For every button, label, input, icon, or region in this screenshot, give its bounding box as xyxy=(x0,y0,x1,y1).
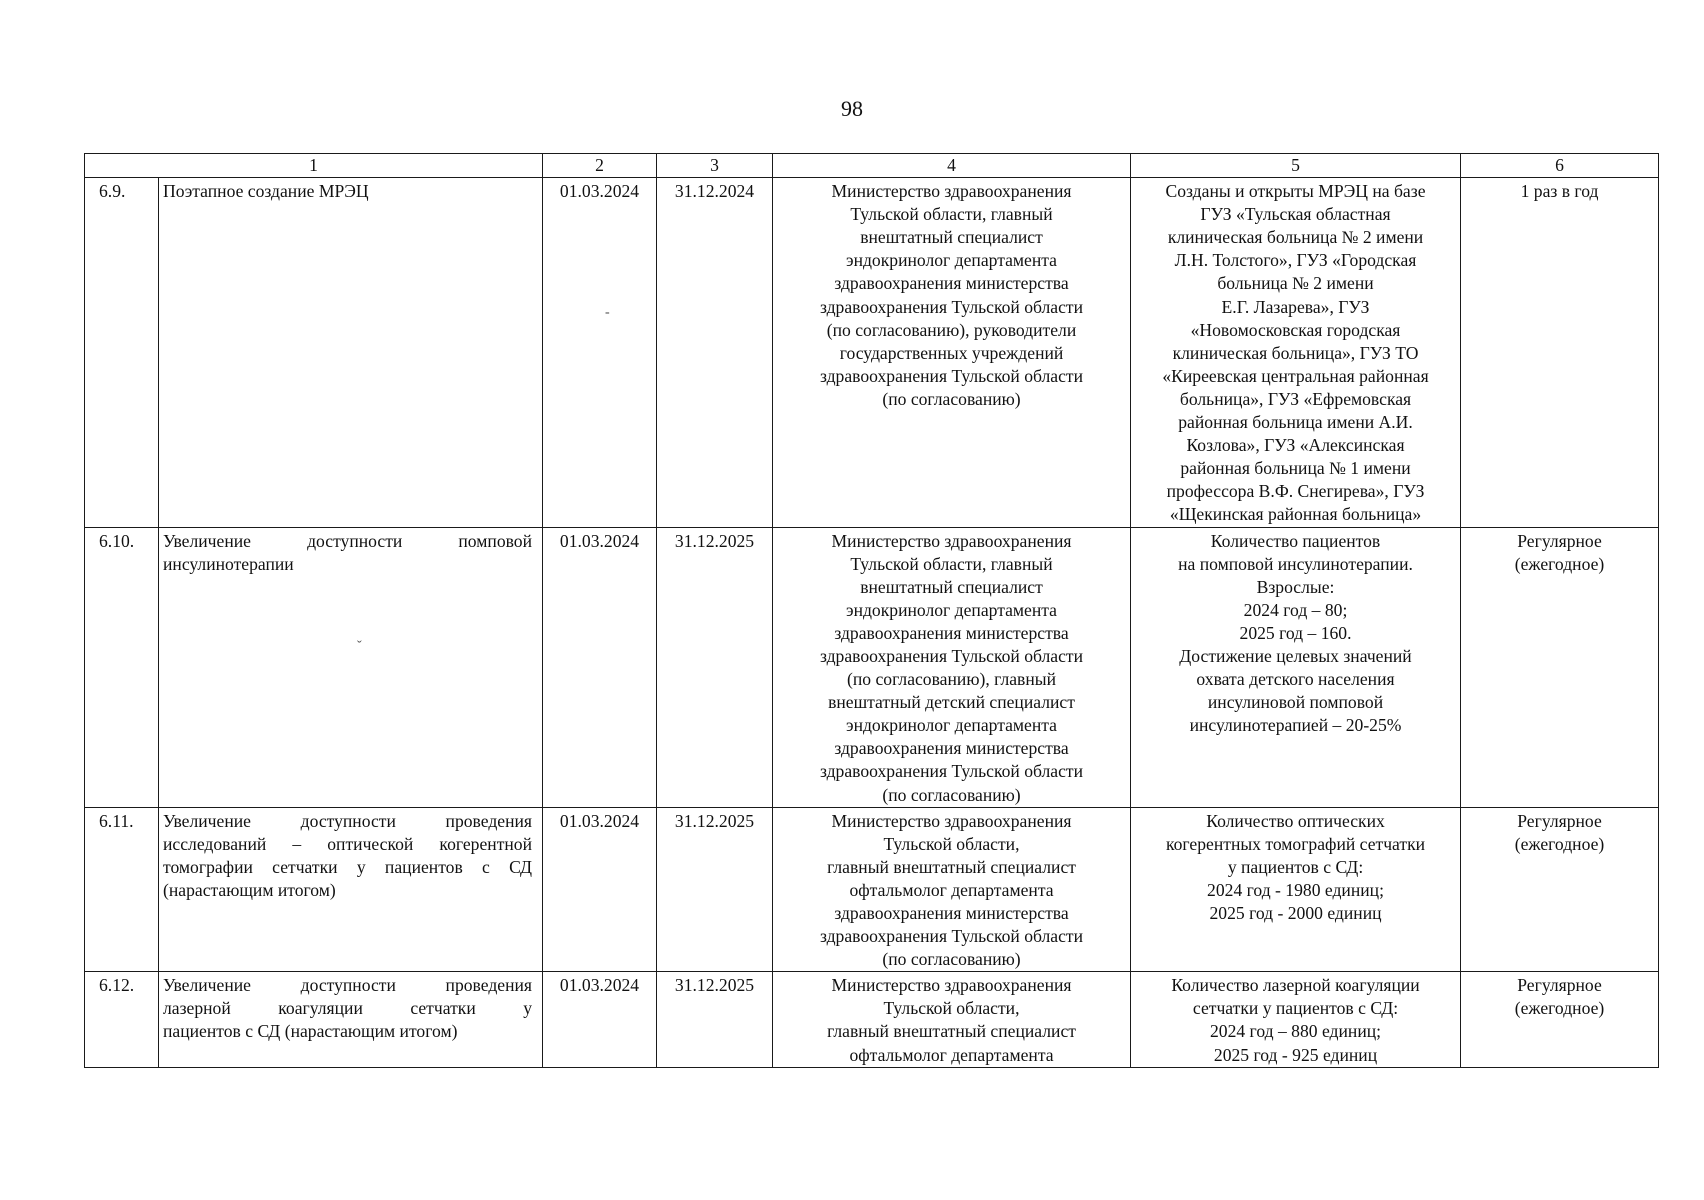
text-line: Министерство здравоохранения xyxy=(831,975,1072,996)
table-row xyxy=(85,972,1659,1067)
text-line: томографии сетчатки у пациентов с СД xyxy=(163,856,533,877)
frequency-cell xyxy=(1461,178,1659,527)
end-date: 31.12.2025 xyxy=(657,527,773,807)
text-line: профессора В.Ф. Снегирева», ГУЗ xyxy=(1166,481,1425,502)
text-line: ГУЗ «Тульская областная xyxy=(1200,204,1391,225)
text-line: Количество пациентов xyxy=(1210,530,1381,551)
result-cell xyxy=(1131,972,1461,1067)
text-line: Регулярное xyxy=(1517,975,1602,996)
text-line: 2025 год - 2000 единиц xyxy=(1209,903,1382,923)
result-cell xyxy=(1131,178,1461,527)
text-line: (по согласованию) xyxy=(882,949,1021,970)
column-header-3: 3 xyxy=(657,154,773,178)
text-line: Козлова», ГУЗ «Алексинская xyxy=(1186,435,1405,456)
text-line: районная больница № 1 имени xyxy=(1180,458,1411,479)
text-line: Взрослые: xyxy=(1256,576,1335,597)
result-cell xyxy=(1131,807,1461,972)
responsible-cell xyxy=(773,527,1131,807)
text-line: 2024 год – 80; xyxy=(1243,599,1348,620)
text-line: эндокринолог департамента xyxy=(846,715,1057,736)
text-line: Тульской области, xyxy=(883,998,1020,1019)
table-header-row xyxy=(85,154,1659,178)
start-date: 01.03.2024 xyxy=(543,972,657,1067)
item-number: 6.10. xyxy=(85,527,159,807)
text-line: офтальмолог департамента xyxy=(849,1044,1054,1065)
text-line: исследований – оптической когерентной xyxy=(163,833,533,854)
end-date: 31.12.2025 xyxy=(657,807,773,972)
text-line: главный внештатный специалист xyxy=(827,1021,1076,1042)
text-line: 1 раз в год xyxy=(1520,181,1599,202)
text-line: (по согласованию) xyxy=(882,784,1021,805)
text-line: когерентных томографий сетчатки xyxy=(1165,833,1426,854)
start-date: 01.03.2024 xyxy=(543,527,657,807)
text-line: здравоохранения министерства xyxy=(834,622,1069,643)
frequency-cell xyxy=(1461,807,1659,972)
text-line: охвата детского населения xyxy=(1196,669,1395,690)
text-line: Л.Н. Толстого», ГУЗ «Городская xyxy=(1174,250,1417,271)
table-row xyxy=(85,527,1659,807)
text-line: (по согласованию) xyxy=(882,388,1021,409)
item-number: 6.9. xyxy=(85,178,159,527)
responsible-cell xyxy=(773,178,1131,527)
start-date: 01.03.2024 xyxy=(543,178,657,527)
text-line: Регулярное xyxy=(1517,810,1602,831)
text-line: внештатный специалист xyxy=(860,227,1043,248)
result-cell xyxy=(1131,527,1461,807)
text-line: офтальмолог департамента xyxy=(849,879,1054,900)
text-line: «Киреевская центральная районная xyxy=(1162,365,1429,386)
start-date: 01.03.2024 xyxy=(543,807,657,972)
text-line: Созданы и открыты МРЭЦ на базе xyxy=(1165,181,1426,202)
text-line: пациентов с СД (нарастающим итогом) xyxy=(163,1021,458,1042)
end-date: 31.12.2025 xyxy=(657,972,773,1067)
text-line: Регулярное xyxy=(1517,530,1602,551)
text-line: Министерство здравоохранения xyxy=(831,810,1072,831)
text-line: больница № 2 имени xyxy=(1217,273,1374,294)
text-line: Тульской области, xyxy=(883,833,1020,854)
action-plan-table xyxy=(84,153,1659,1068)
text-line: Министерство здравоохранения xyxy=(831,181,1072,202)
text-line: Поэтапное создание МРЭЦ xyxy=(163,181,369,202)
item-number: 6.11. xyxy=(85,807,159,972)
end-date: 31.12.2024 xyxy=(657,178,773,527)
text-line: здравоохранения Тульской области xyxy=(819,926,1084,947)
text-line: (по согласованию), главный xyxy=(847,669,1056,690)
text-line: (ежегодное) xyxy=(1514,998,1605,1019)
text-line: здравоохранения Тульской области xyxy=(819,296,1084,317)
text-line: больница», ГУЗ «Ефремовская xyxy=(1179,388,1412,409)
text-line: главный внештатный специалист xyxy=(827,856,1076,877)
column-header-6: 6 xyxy=(1461,154,1659,178)
text-line: здравоохранения Тульской области xyxy=(819,761,1084,782)
item-number: 6.12. xyxy=(85,972,159,1067)
item-title xyxy=(159,972,543,1067)
text-line: инсулиновой помповой xyxy=(1207,692,1384,713)
table-row xyxy=(85,807,1659,972)
responsible-cell xyxy=(773,972,1131,1067)
text-line: Увеличение доступности проведения xyxy=(163,810,533,831)
column-header-1: 1 xyxy=(85,154,543,178)
text-line: Тульской области, главный xyxy=(850,553,1053,574)
text-line: (нарастающим итогом) xyxy=(163,879,336,900)
responsible-cell xyxy=(773,807,1131,972)
text-line: клиническая больница», ГУЗ ТО xyxy=(1172,342,1419,363)
text-line: Количество лазерной коагуляции xyxy=(1171,975,1420,996)
text-line: Е.Г. Лазарева», ГУЗ xyxy=(1221,296,1370,317)
text-line: инсулинотерапии xyxy=(163,553,294,574)
text-line: внештатный детский специалист xyxy=(828,692,1075,713)
text-line: (ежегодное) xyxy=(1514,833,1605,854)
text-line: (ежегодное) xyxy=(1514,553,1605,574)
column-header-2: 2 xyxy=(543,154,657,178)
text-line: сетчатки у пациентов с СД: xyxy=(1192,998,1399,1019)
frequency-cell xyxy=(1461,972,1659,1067)
text-line: лазерной коагуляции сетчатки у xyxy=(163,998,533,1019)
text-line: Тульской области, главный xyxy=(850,204,1053,225)
text-line: здравоохранения Тульской области xyxy=(819,645,1084,666)
text-line: районная больница имени А.И. xyxy=(1178,412,1413,433)
text-line: здравоохранения министерства xyxy=(834,903,1069,923)
column-header-4: 4 xyxy=(773,154,1131,178)
text-line: 2024 год – 880 единиц; xyxy=(1209,1021,1382,1042)
text-line: Министерство здравоохранения xyxy=(831,530,1072,551)
text-line: (по согласованию), руководители xyxy=(826,319,1077,340)
text-line: 2025 год - 925 единиц xyxy=(1213,1044,1378,1065)
table-row xyxy=(85,178,1659,527)
text-line: здравоохранения Тульской области xyxy=(819,365,1084,386)
page-number: 98 xyxy=(841,96,863,121)
text-line: «Новомосковская городская xyxy=(1190,319,1401,340)
scan-speck: ˇ xyxy=(357,639,362,654)
text-line: эндокринолог департамента xyxy=(846,599,1057,620)
text-line: здравоохранения министерства xyxy=(834,273,1069,294)
frequency-cell xyxy=(1461,527,1659,807)
text-line: Достижение целевых значений xyxy=(1179,645,1412,666)
item-title xyxy=(159,527,543,807)
text-line: на помповой инсулинотерапии. xyxy=(1178,553,1413,574)
text-line: Увеличение доступности помповой xyxy=(163,530,533,551)
text-line: клиническая больница № 2 имени xyxy=(1167,227,1424,248)
column-header-5: 5 xyxy=(1131,154,1461,178)
text-line: «Щекинская районная больница» xyxy=(1169,504,1422,525)
text-line: внештатный специалист xyxy=(860,576,1043,597)
text-line: Количество оптических xyxy=(1206,810,1385,831)
text-line: у пациентов с СД: xyxy=(1227,856,1364,877)
text-line: здравоохранения министерства xyxy=(834,738,1069,759)
text-line: Увеличение доступности проведения xyxy=(163,975,533,996)
text-line: эндокринолог департамента xyxy=(846,250,1057,271)
scan-speck: - xyxy=(605,305,610,320)
text-line: 2024 год - 1980 единиц; xyxy=(1207,879,1384,900)
text-line: инсулинотерапией – 20-25% xyxy=(1189,715,1402,736)
text-line: 2025 год – 160. xyxy=(1239,622,1352,643)
text-line: государственных учреждений xyxy=(839,342,1064,363)
item-title xyxy=(159,178,543,527)
item-title xyxy=(159,807,543,972)
